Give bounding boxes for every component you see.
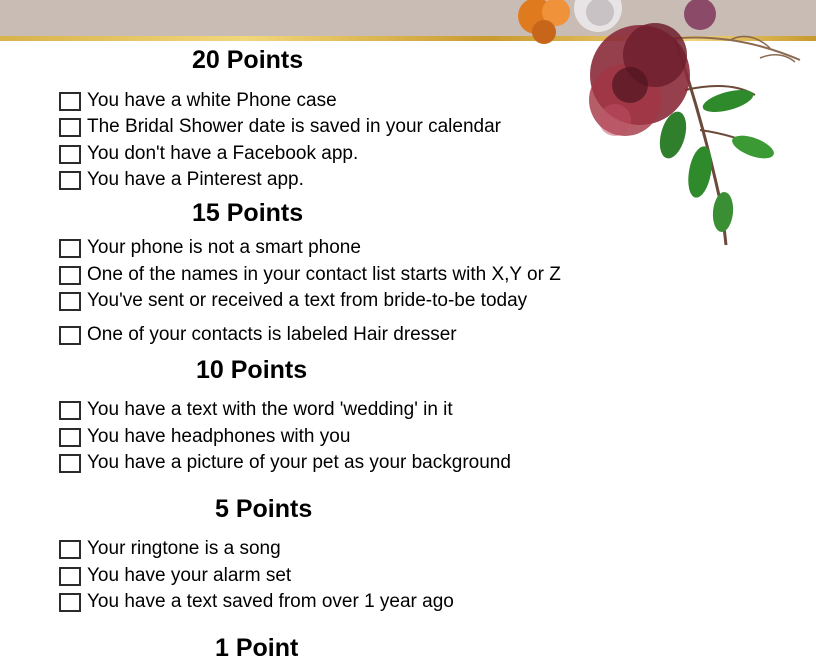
item-label: You have a Pinterest app. xyxy=(87,169,304,190)
checkbox-icon[interactable] xyxy=(59,239,81,258)
section-heading-15-points: 15 Points xyxy=(192,199,304,227)
checklist-item xyxy=(59,289,527,313)
item-label: Your phone is not a smart phone xyxy=(87,237,361,258)
checkbox-icon[interactable] xyxy=(59,593,81,612)
item-label: You have headphones with you xyxy=(87,426,351,447)
item-label: You don't have a Facebook app. xyxy=(87,143,359,164)
checklist-item xyxy=(59,89,337,113)
item-label: You have a text with the word 'wedding' in it xyxy=(87,399,453,420)
checkbox-icon[interactable] xyxy=(59,171,81,190)
checklist-item xyxy=(59,398,453,422)
section-heading-1-point: 1 Point xyxy=(215,634,299,662)
checkbox-icon[interactable] xyxy=(59,145,81,164)
item-label: You have a white Phone case xyxy=(87,90,337,111)
checklist-item xyxy=(59,168,304,192)
checkbox-icon[interactable] xyxy=(59,292,81,311)
item-label: You have your alarm set xyxy=(87,565,292,586)
item-label: You have a picture of your pet as your background xyxy=(87,452,511,473)
section-heading-5-points: 5 Points xyxy=(215,495,313,523)
checkbox-icon[interactable] xyxy=(59,540,81,559)
checkbox-icon[interactable] xyxy=(59,401,81,420)
checklist-item xyxy=(59,564,291,588)
section-heading-20-points: 20 Points xyxy=(192,46,304,74)
checklist-item xyxy=(59,263,561,287)
item-label: Your ringtone is a song xyxy=(87,538,281,559)
checklist-item xyxy=(59,425,350,449)
checklist-item xyxy=(59,323,457,347)
checkbox-icon[interactable] xyxy=(59,326,81,345)
checkbox-icon[interactable] xyxy=(59,428,81,447)
item-label: The Bridal Shower date is saved in your calendar xyxy=(87,116,502,137)
checkbox-icon[interactable] xyxy=(59,266,81,285)
item-label: You have a text saved from over 1 year ago xyxy=(87,591,454,612)
checklist-item xyxy=(59,115,501,139)
checkbox-icon[interactable] xyxy=(59,567,81,586)
item-label: One of the names in your contact list starts with X,Y or Z xyxy=(87,264,561,285)
checklist-item xyxy=(59,537,281,561)
checklist-item xyxy=(59,236,361,260)
item-label: You've sent or received a text from bride-to-be today xyxy=(87,290,528,311)
checkbox-icon[interactable] xyxy=(59,118,81,137)
checklist-item xyxy=(59,451,511,475)
item-label: One of your contacts is labeled Hair dresser xyxy=(87,324,457,345)
checkbox-icon[interactable] xyxy=(59,454,81,473)
checklist-item xyxy=(59,590,454,614)
checklist-item xyxy=(59,142,358,166)
section-heading-10-points: 10 Points xyxy=(196,356,308,384)
floral-decoration xyxy=(500,0,816,260)
checkbox-icon[interactable] xyxy=(59,92,81,111)
